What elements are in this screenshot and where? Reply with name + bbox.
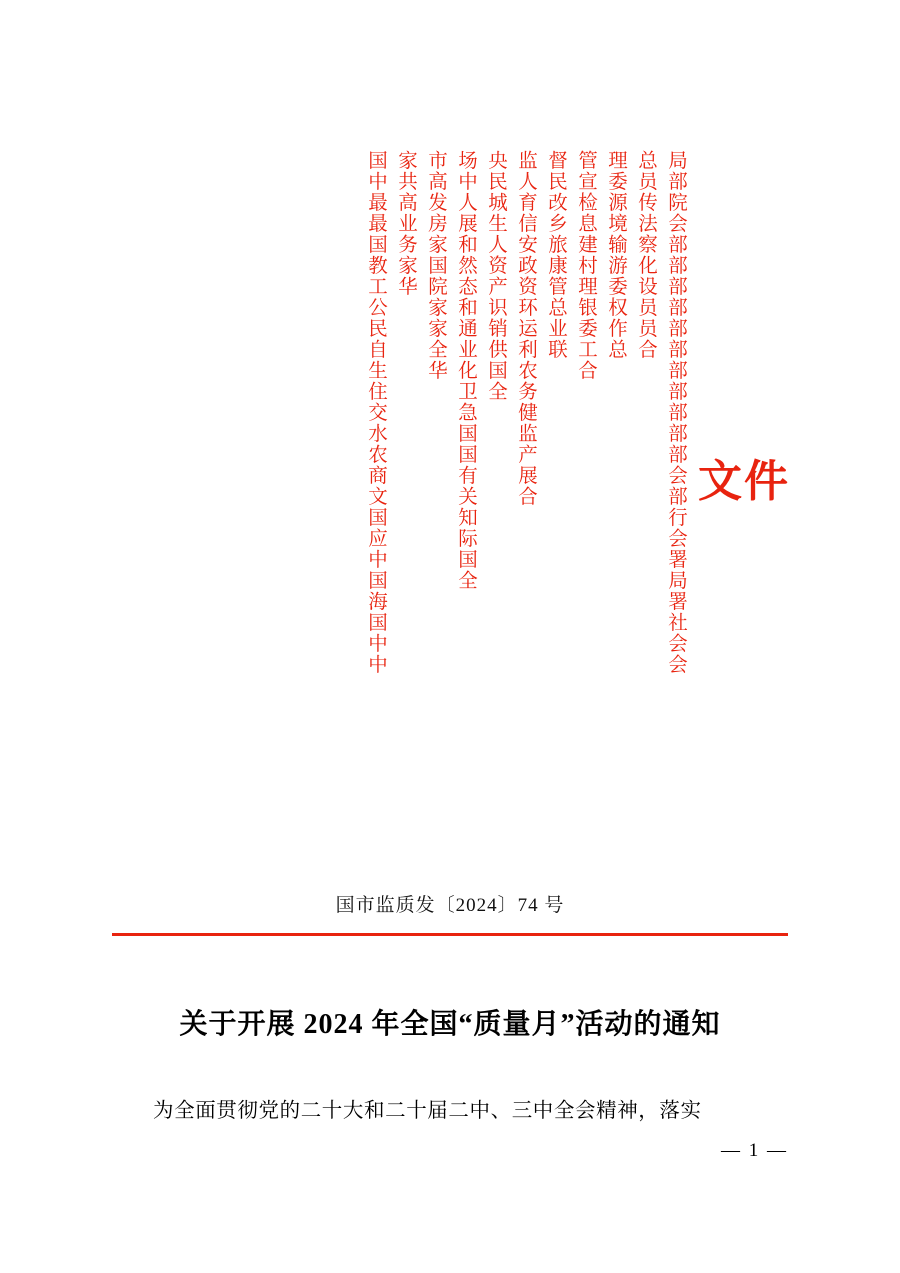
issuer-column: 督民改乡旅康管总业联 [545, 150, 566, 360]
issuer-column: 市高发房家国院家家全华 [425, 150, 446, 381]
issuer-column: 场中人展和然态和通业化卫急国国有关知际国全 [455, 150, 476, 591]
issuer-column: 监人育信安政资环运利农务健监产展合 [515, 150, 536, 507]
document-number: 国市监质发〔2024〕74 号 [335, 895, 565, 916]
issuer-column: 局部院会部部部部部部部部部部部会部行会署局署社会会 [665, 150, 686, 675]
issuer-column: 国中最最国教工公民自生住交水农商文国应中国海国中中 [365, 150, 386, 675]
page-number: — 1 — [721, 1140, 788, 1161]
red-divider-rule [112, 933, 788, 936]
emblem-word-wenjian: 文件 [698, 457, 790, 506]
red-letterhead [110, 150, 790, 850]
issuer-column: 理委源境输游委权作总 [605, 150, 626, 360]
document-title: 关于开展 2024 年全国“质量月”活动的通知 [179, 1009, 721, 1040]
issuer-column: 央民城生人资产识销供国全 [485, 150, 506, 402]
issuer-column: 家共高业务家华 [395, 150, 416, 297]
issuer-columns [360, 150, 690, 850]
body-paragraph: 为全面贯彻党的二十大和二十届二中、三中全会精神，落实 [153, 1100, 702, 1122]
issuer-column: 管宣检息建村理银委工合 [575, 150, 596, 381]
issuer-column: 总员传法察化设员员合 [635, 150, 656, 360]
